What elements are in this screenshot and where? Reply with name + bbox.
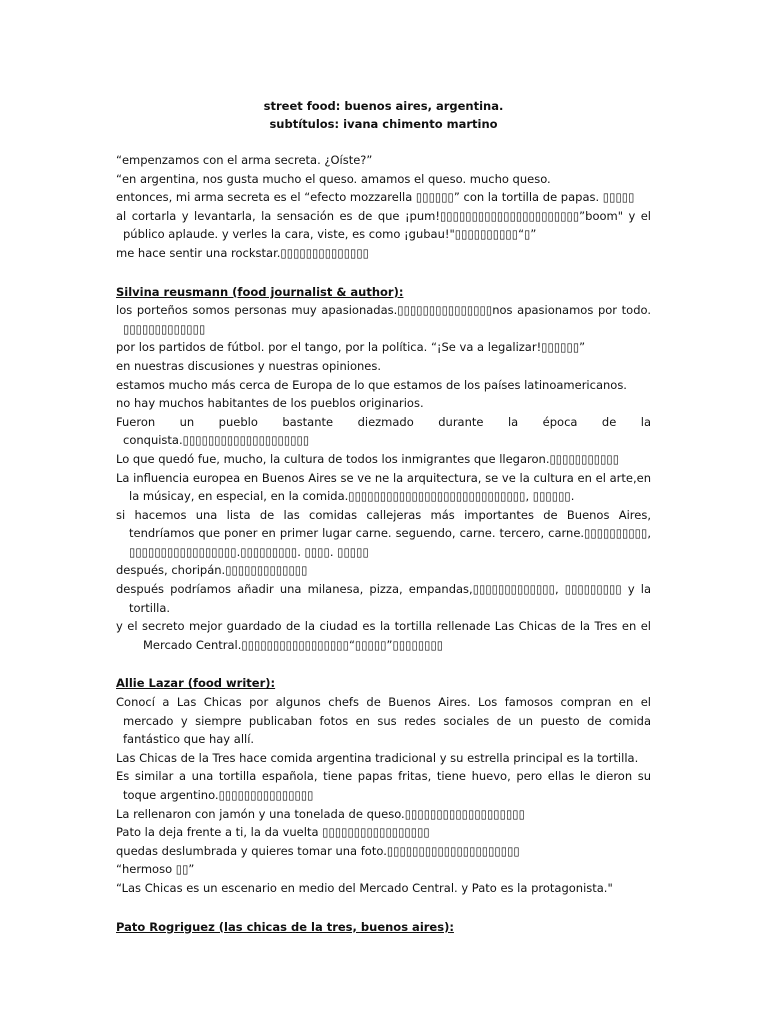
speaker-heading: Allie Lazar (food writer): [116,676,276,691]
intro-line: me hace sentir una rockstar.▯▯▯▯▯▯▯▯▯▯▯▯▯▯ [116,245,370,260]
spacer [116,263,651,283]
intro-line: “en argentina, nos gusta mucho el queso. amamos el queso. mucho queso. [116,171,551,186]
transcript-line: no hay muchos habitantes de los pueblos originarios. [116,396,424,411]
transcript-line: Es similar a una tortilla española, tiene papas fritas, tiene huevo, pero ellas le dieron su toque argentino.▯▯▯▯▯▯▯▯▯▯▯▯▯▯▯ [116,769,651,802]
transcript-line: Lo que quedó fue, mucho, la cultura de todos los inmigrantes que llegaron.▯▯▯▯▯▯▯▯▯▯▯ [116,451,620,466]
transcript-line: Las Chicas de la Tres hace comida argentina tradicional y su estrella principal es la tortilla. [116,750,639,765]
transcript-line: y el secreto mejor guardado de la ciudad es la tortilla rellenade Las Chicas de la Tres en el Mercado Central.▯▯▯▯▯▯▯▯▯▯▯▯▯▯▯▯▯“▯▯▯▯▯”▯▯▯▯▯▯▯▯ [116,619,651,652]
transcript-line: “Las Chicas es un escenario en medio del Mercado Central. y Pato es la protagonista." [116,880,613,895]
spacer [116,133,651,151]
transcript-line: La influencia europea en Buenos Aires se ve ne la arquitectura, se ve la cultura en el arte,en la músicay, en especial, en la comida.▯▯▯▯▯▯▯▯▯▯▯▯▯▯▯▯▯▯▯▯▯▯▯▯▯▯▯▯, ▯▯▯▯▯▯. [116,470,651,504]
spacer [116,654,651,674]
transcript-line: en nuestras discusiones y nuestras opiniones. [116,358,382,373]
transcript-line: si hacemos una lista de las comidas callejeras más importantes de Buenos Aires, tendríamos que poner en primer lugar carne. seguendo, carne. tercero, carne.▯▯▯▯▯▯▯▯▯▯, ▯▯▯▯▯▯▯▯▯▯▯▯▯▯▯▯▯.▯▯▯▯▯▯▯▯▯. ▯▯▯▯. ▯▯▯▯▯ [116,507,651,559]
transcript-line: La rellenaron con jamón y una tonelada de queso.▯▯▯▯▯▯▯▯▯▯▯▯▯▯▯▯▯▯▯ [116,806,525,821]
document-subtitle: subtítulos: ivana chimento martino [269,117,498,131]
speaker-heading: Pato Rogriguez (las chicas de la tres, buenos aires): [116,919,454,934]
transcript-line: Conocí a Las Chicas por algunos chefs de Buenos Aires. Los famosos compran en el mercado y siempre publicaban fotos en sus redes sociales de un puesto de comida fantástico que hay allí. [116,695,651,747]
transcript-line: “hermoso ▯▯” [116,862,195,877]
transcript-line: por los partidos de fútbol. por el tango, por la política. “¡Se va a legalizar!▯▯▯▯▯▯” [116,340,586,355]
transcript-line: los porteños somos personas muy apasionadas.▯▯▯▯▯▯▯▯▯▯▯▯▯▯▯nos apasionamos por todo. ▯▯▯▯▯▯▯▯▯▯▯▯▯ [116,303,651,336]
intro-line: al cortarla y levantarla, la sensación es de que ¡pum!▯▯▯▯▯▯▯▯▯▯▯▯▯▯▯▯▯▯▯▯▯▯”boom" y el público aplaude. y verles la cara, viste, es como ¡gubau!"▯▯▯▯▯▯▯▯▯▯“▯” [116,208,651,242]
transcript-line: después podríamos añadir una milanesa, pizza, empandas,▯▯▯▯▯▯▯▯▯▯▯▯▯, ▯▯▯▯▯▯▯▯▯ y la tortilla. [116,582,651,615]
spacer [116,898,651,918]
document-title: street food: buenos aires, argentina. [263,99,504,113]
transcript-line: Pato la deja frente a ti, la da vuelta ▯▯▯▯▯▯▯▯▯▯▯▯▯▯▯▯▯ [116,825,430,840]
intro-line: entonces, mi arma secreta es el “efecto mozzarella ▯▯▯▯▯▯” con la tortilla de papas. ▯▯▯▯▯ [116,190,635,205]
transcript-line: quedas deslumbrada y quieres tomar una foto.▯▯▯▯▯▯▯▯▯▯▯▯▯▯▯▯▯▯▯▯▯ [116,843,520,858]
transcript-line: después, choripán.▯▯▯▯▯▯▯▯▯▯▯▯▯ [116,563,308,578]
transcript-line: estamos mucho más cerca de Europa de lo que estamos de los países latinoamericanos. [116,377,627,392]
speaker-heading: Silvina reusmann (food journalist & author): [116,284,404,299]
intro-line: “empenzamos con el arma secreta. ¿Oíste?” [116,153,373,167]
document-page [116,97,651,936]
transcript-line: Fueron un pueblo bastante diezmado durante la época de la conquista.▯▯▯▯▯▯▯▯▯▯▯▯▯▯▯▯▯▯▯▯ [116,414,651,448]
